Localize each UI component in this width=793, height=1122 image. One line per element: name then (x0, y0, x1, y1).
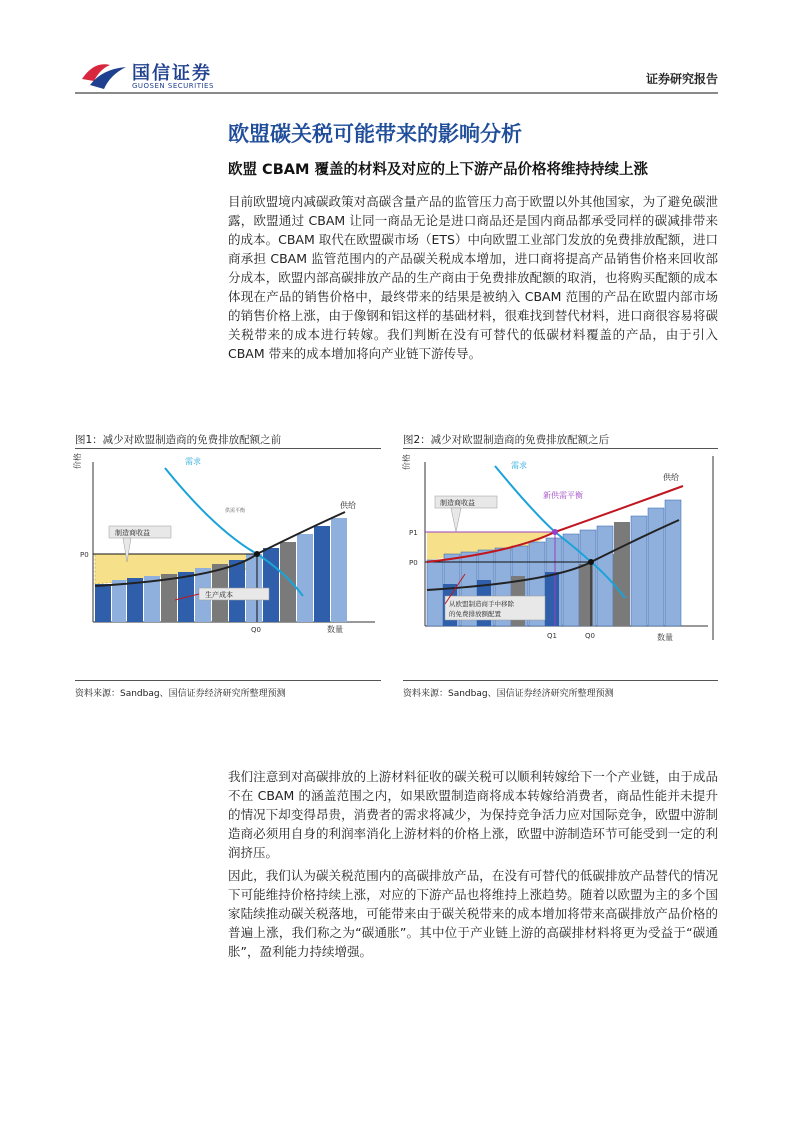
figure1-top-rule (75, 448, 381, 449)
figure2-p0-label: P0 (409, 559, 418, 567)
figure1-y-axis-label: 价格 (73, 453, 82, 469)
figure2-x-axis-label: 数量 (657, 633, 673, 642)
figure1-bar (112, 580, 126, 622)
figure2-title: 图2：减少对欧盟制造商的免费排放配额之后 (403, 434, 610, 446)
figure2-removed-quota-label-1: 从欧盟制造商手中移除 (449, 600, 514, 608)
figure1-source: 资料来源：Sandbag、国信证券经济研究所整理预测 (75, 689, 286, 699)
figure2-chart (403, 450, 718, 645)
subsection-title: 欧盟 CBAM 覆盖的材料及对应的上下游产品价格将维持持续上涨 (228, 162, 648, 178)
figure1-p0-label: P0 (80, 551, 89, 559)
figure1-q0-label: Q0 (251, 626, 261, 634)
company-logo (80, 55, 220, 95)
figure2-bar (631, 516, 647, 626)
logo-english-name: GUOSEN SECURITIES (132, 82, 214, 90)
paragraph-3: 因此，我们认为碳关税范围内的高碳排放产品，在没有可替代的低碳排放产品替代的情况下可能维持价格持续上涨，对应的下游产品也将维持上涨趋势。随着以欧盟为主的多个国家陆续推动碳关税落地，可能带来由于碳关税带来的成本增加将带来高碳排放产品价格的普遍上涨，我们称之为“碳通胀”。其中位于产业链上游的高碳排材料将更为受益于“碳通胀”，盈利能力持续增强。 (228, 868, 718, 959)
logo-mark-icon (80, 55, 130, 95)
figure1-bar (280, 542, 296, 622)
figure1-bar (144, 576, 160, 622)
figure1-bar (314, 526, 330, 622)
figure1-small-label: 供需平衡 (225, 508, 246, 514)
figure1-equilibrium-point (254, 551, 260, 557)
figure2-new-equilibrium-point (552, 529, 558, 535)
figure1-bar (127, 578, 143, 622)
figure1-title: 图1：减少对欧盟制造商的免费排放配额之前 (75, 434, 282, 446)
section-title: 欧盟碳关税可能带来的影响分析 (228, 122, 522, 146)
figure2-equilibrium-point (588, 559, 594, 565)
figure1-x-axis-label: 数量 (327, 625, 343, 634)
figure1-supply-label: 供给 (340, 501, 356, 510)
report-type-label: 证券研究报告 (645, 72, 718, 86)
figure2-supply-label: 供给 (663, 473, 679, 482)
figure1-bar (161, 574, 177, 622)
figure2-bar (563, 534, 579, 626)
figure2-inner-bar (545, 572, 559, 626)
figure2-surplus-label: 制造商收益 (440, 499, 475, 507)
figure1-bar (95, 584, 111, 622)
paragraph-2: 我们注意到对高碳排放的上游材料征收的碳关税可以顺利转嫁给下一个产业链，由于成品不在 CBAM 的涵盖范围之内，如果欧盟制造商将成本转嫁给消费者，商品性能并未提升的情况下却变得昂贵，消费者的需求将减少，为保持竞争活力应对国际竞争，欧盟中游制造商必须用自身的利润率消化上游材料的价格上涨，欧盟中游制造环节可能受到一定的利润挤压。 (228, 769, 718, 860)
figure2-removed-quota-label-2: 的免费排放额配置 (449, 610, 501, 618)
figure1-demand-label: 需求 (185, 457, 201, 466)
figure2-bar (427, 560, 443, 626)
paragraph-1: 目前欧盟境内减碳政策对高碳含量产品的监管压力高于欧盟以外其他国家，为了避免碳泄露，欧盟通过 CBAM 让同一商品无论是进口商品还是国内商品都承受同样的碳减排带来的成本。CBAM 取代在欧盟碳市场（ETS）中向欧盟工业部门发放的免费排放配额，进口商承担 CBAM 监管范围内的产品碳关税成本增加，进口商将提高产品销售价格来回收部分成本，欧盟内部高碳排放产品的生产商由于免费排放配额的取消，也将购买配额的成本体现在产品的销售价格中，最终带来的结果是被纳入 CBAM 范围的产品在欧盟内部市场的销售价格上涨，由于像钢和铝这样的基础材料，很难找到替代材料，进口商很容易将碳关税带来的成本进行转嫁。我们判断在没有可替代的低碳材料覆盖的产品，由于引入 CBAM 带来的成本增加将向产业链下游传导。 (228, 194, 718, 361)
figure2-demand-label: 需求 (511, 461, 527, 470)
figure2-bar (665, 500, 681, 626)
figure1-bottom-rule (75, 680, 381, 681)
header-divider (75, 92, 718, 94)
figure2-inner-bar (613, 554, 627, 626)
figure2-q0-label: Q0 (585, 632, 595, 640)
figure1-chart (75, 450, 381, 640)
figure1-bar (297, 534, 313, 622)
figure1-surplus-label: 制造商收益 (115, 529, 150, 537)
figure2-new-equilibrium-label: 新供需平衡 (543, 491, 583, 500)
figure2-source: 资料来源：Sandbag、国信证券经济研究所整理预测 (403, 689, 614, 699)
figure1-cost-label: 生产成本 (205, 591, 233, 599)
figure1-bar (331, 518, 347, 622)
figure2-p1-label: P1 (409, 529, 418, 537)
figure2-bar (648, 508, 664, 626)
logo-chinese-name: 国信证券 (132, 63, 212, 84)
figure2-q1-label: Q1 (547, 632, 557, 640)
figure2-bottom-rule (403, 680, 718, 681)
figure2-top-rule (403, 448, 718, 449)
figure2-y-axis-label: 价格 (402, 454, 411, 470)
